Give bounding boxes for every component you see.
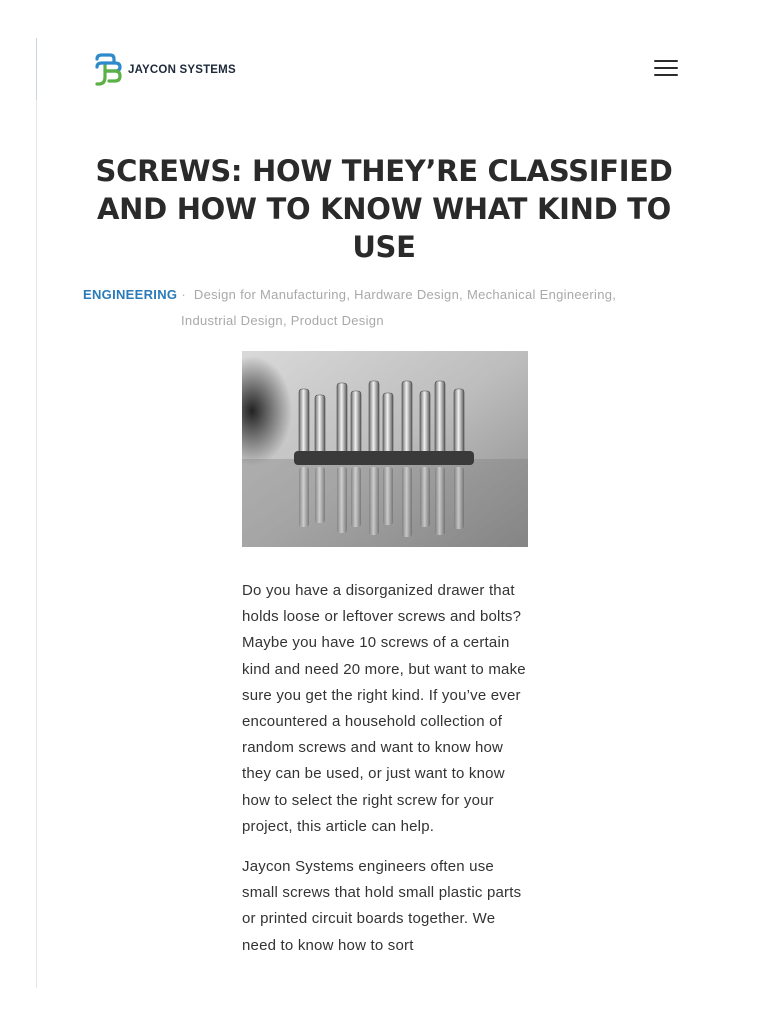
left-border-accent: [36, 38, 37, 100]
site-logo[interactable]: [93, 52, 236, 88]
brand-name: JAYCON SYSTEMS: [128, 64, 236, 76]
tag-link[interactable]: Mechanical Engineering: [466, 287, 613, 302]
category-link[interactable]: ENGINEERING: [83, 287, 178, 302]
menu-icon[interactable]: [654, 60, 678, 80]
tag-link[interactable]: Product Design: [290, 313, 384, 328]
article-meta: ENGINEERING · Design for Manufacturing, Hardware Design, Mechanical Engineering, Industrial Design, Product Design: [83, 287, 617, 328]
meta-separator: ·: [181, 287, 186, 302]
logo-icon: [93, 53, 123, 87]
tag-link[interactable]: Industrial Design: [181, 313, 283, 328]
tag-link[interactable]: Design for Manufacturing: [193, 287, 347, 302]
article-body: [242, 578, 532, 973]
tag-link[interactable]: Hardware Design: [354, 287, 460, 302]
site-header: [93, 52, 683, 88]
left-border-line: [36, 38, 37, 988]
article-paragraph: Jaycon Systems engineers often use small screws that hold small plastic parts or printed circuit boards together. We need to know how to sort: [242, 858, 522, 954]
article-title: SCREWS: HOW THEY’RE CLASSIFIED AND HOW TO KNOW WHAT KIND TO USE: [95, 154, 673, 264]
hero-image-screws: [242, 351, 528, 547]
article-paragraph: Do you have a disorganized drawer that holds loose or leftover screws and bolts? Maybe you have 10 screws of a certain kind and need 20 more, but want to make sure you get the right kind. If you’ve ever encountered a household collection of random screws and want to know how they can be used, or just want to know how to select the right screw for your project, this article can help.: [242, 582, 526, 835]
